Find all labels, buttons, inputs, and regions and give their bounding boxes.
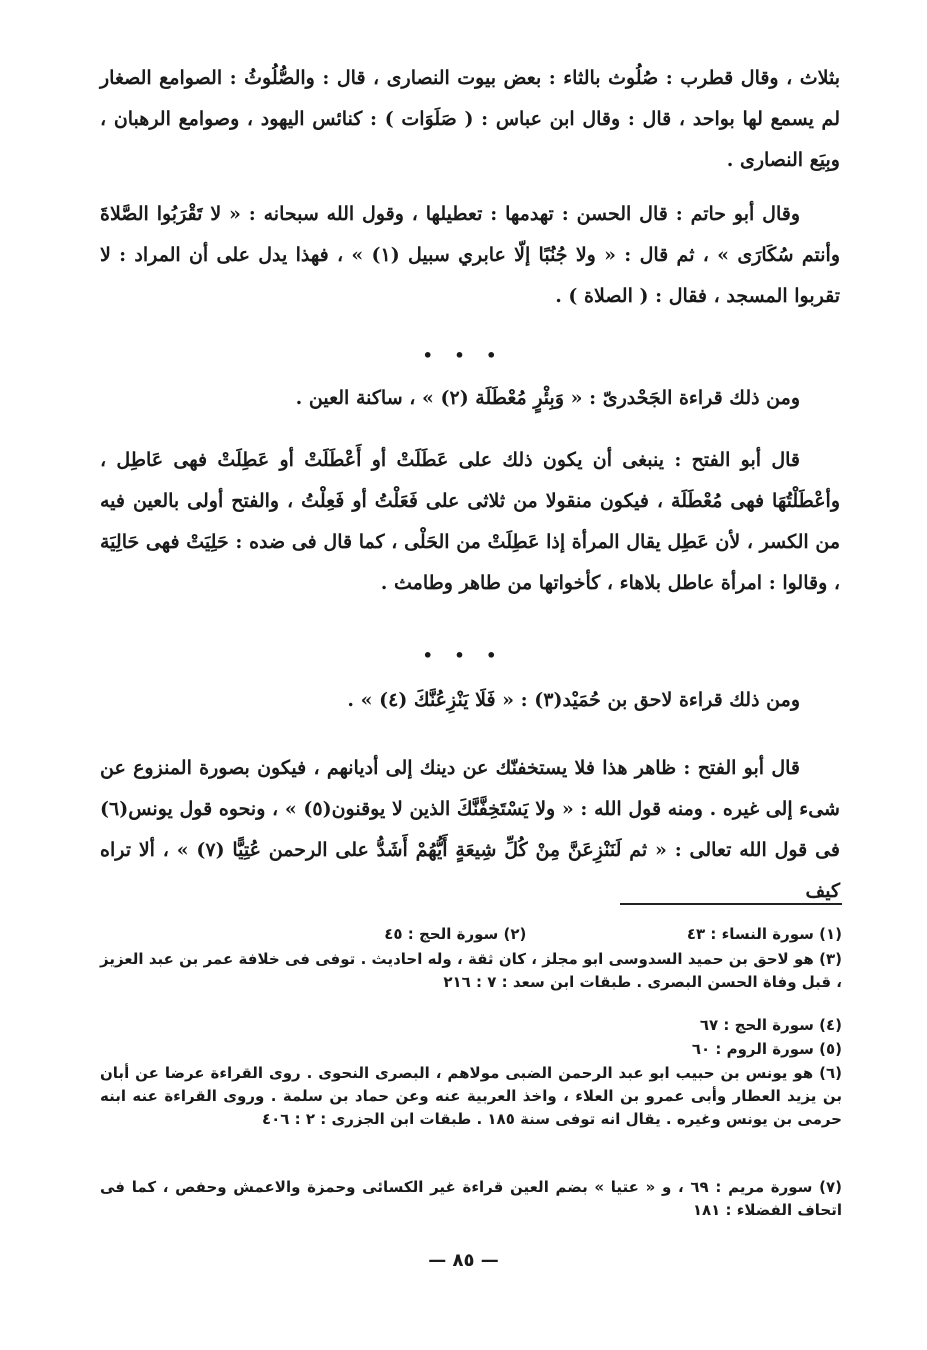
- paragraph-5: ومن ذلك قراءة لاحق بن حُمَيْد(٣) : « فَلَا يَنْزِعُنَّكَ (٤) » .: [347, 689, 800, 711]
- paragraph-2: وقال أبو حاتم : قال الحسن : تهدمها : تعطيلها ، وقول الله سبحانه : « لا تَقْرَبُوا الصَّلاةَ وأنتم سُكَارَى » ، ثم قال : « ولا جُنُبًا إلّا عابري سبيل (١) » ، فهذا يدل على أن المراد : لا تقربوا المسجد ، فقال : ( الصلاة ) .: [100, 203, 841, 307]
- footnote-3: (٣) هو لاحق بن حميد السدوسى ابو مجلز ، كان ثقة ، وله احاديث . توفى فى خلافة عمر بن عبد العزيز ، قبل وفاة الحسن البصرى . طبقات ابن سعد : ٧ : ٢١٦: [100, 950, 842, 991]
- footnote-divider: [620, 903, 842, 905]
- paragraph-3: ومن ذلك قراءة الجَحْدرىّ : « وَبِئْرٍ مُعْطَلَة (٢) » ، ساكنة العين .: [295, 387, 800, 409]
- paragraph-1: بثلاث ، وقال قطرب : صُلُوث بالثاء : بعض بيوت النصارى ، قال : والصُّلُوثُ : الصوامع الصغار لم يسمع لها بواحد ، قال : وقال ابن عباس : ( صَلَوَات ) : كنائس اليهود ، وصوامع الرهبان ، وبِيَع النصارى .: [100, 67, 840, 171]
- footnote-pair: [384, 925, 842, 949]
- footnote-6: (٦) هو يونس بن حبيب ابو عبد الرحمن الضبى مولاهم ، البصرى النحوى . روى القراءة عرضا عن أبان بن يزيد العطار وأبى عمرو بن العلاء ، واخذ العربية عنه وعن حماد بن سلمة . وروى القراءة عنه ابنه حرمى بن يونس وغيره . يقال انه توفى سنة ١٨٥ . طبقات ابن الجزرى : ٢ : ٤٠٦: [100, 1064, 842, 1128]
- section-separator: • • •: [422, 346, 505, 365]
- paragraph-4: قال أبو الفتح : ينبغى أن يكون ذلك على عَطَلَتْ أو أَعْطَلَتْ أو عَطِلَتْ فهى عَاطِل ، وأعْطَلْتُهَا فهى مُعْطَلَة ، فيكون منقولا من ثلاثى على فَعَلْتُ أو فَعِلْتُ ، والفتح أولى بالعين فيه من الكسر ، لأن عَطِل يقال المرأة إذا عَطِلَتْ من الحَلْى ، كما قال فى ضده : حَلِيَتْ فهى حَالِيَة ، وقالوا : امرأة عاطل بلاهاء ، كأخواتها من طاهر وطامث .: [100, 449, 840, 594]
- page-number: — ٨٥ —: [428, 1250, 499, 1271]
- footnote-4: (٤) سورة الحج : ٦٧: [699, 1016, 842, 1034]
- footnote-2: (٢) سورة الحج : ٤٥: [384, 925, 527, 943]
- section-separator: • • •: [422, 646, 505, 665]
- paragraph-6: قال أبو الفتح : ظاهر هذا فلا يستخفنّك عن دينك إلى أديانهم ، فيكون بصورة المنزوع عن شىء إلى غيره . ومنه قول الله : « ولا يَسْتَخِفَّنَّكَ الذين لا يوقنون(٥) » ، ونحوه قول يونس(٦) فى قول الله تعالى : « ثم لَنَنْزِعَنَّ مِنْ كُلِّ شِيعَةٍ أَيُّهُمْ أَشَدُّ على الرحمن عُتِيًّا (٧) » ، ألا تراه كيف: [100, 757, 841, 902]
- footnote-1: (١) سورة النساء : ٤٣: [686, 925, 842, 943]
- footnote-7: (٧) سورة مريم : ٦٩ ، و « عتيا » بضم العين قراءة غير الكسائى وحمزة والاعمش وحفص ، كما فى اتحاف الفضلاء : ١٨١: [100, 1178, 843, 1219]
- footnote-5: (٥) سورة الروم : ٦٠: [691, 1040, 842, 1058]
